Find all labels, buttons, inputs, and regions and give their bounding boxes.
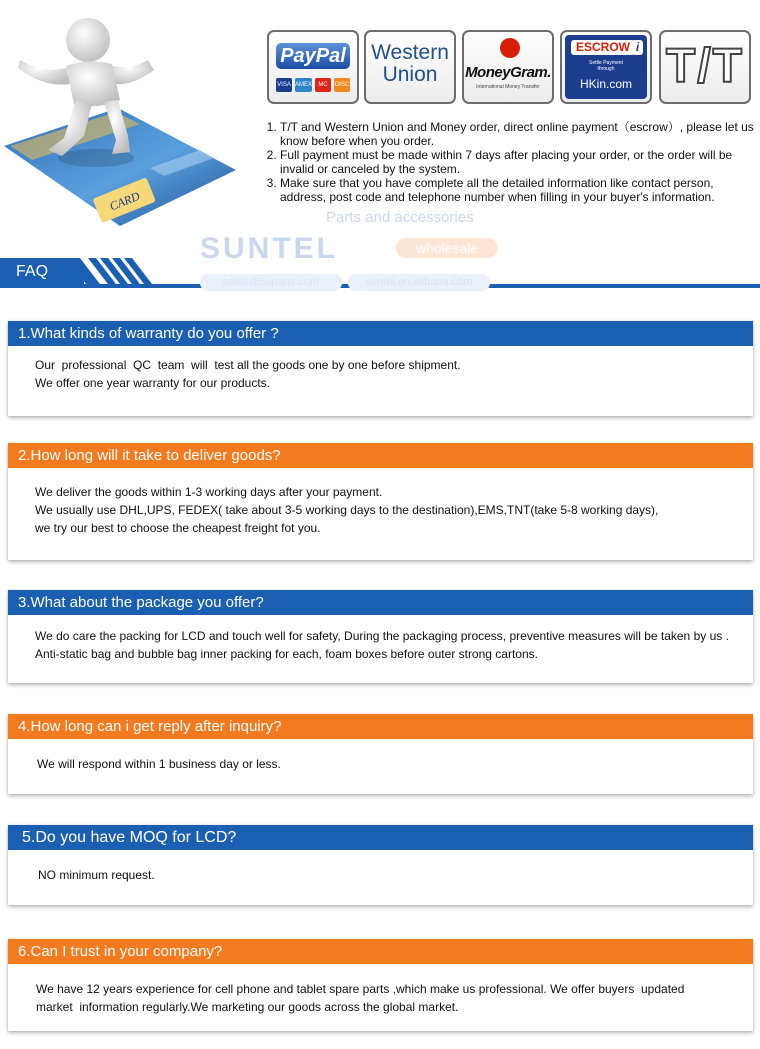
- watermark-contacts: sales@5sparts.com suntel.en.alibaba.com: [200, 274, 490, 291]
- faq-item: [8, 825, 753, 905]
- payment-term: 3. Make sure that you have complete all the detailed information like contact person, address, post code and telephone number when filling in your buyer's information.: [280, 176, 760, 204]
- watermark-brand: SUNTEL: [200, 232, 338, 265]
- faq-question: 2.How long will it take to deliver goods?: [8, 443, 753, 468]
- western-union-logo: Western Union: [364, 30, 456, 104]
- watermark-tagline: Parts and accessories: [326, 209, 474, 226]
- payment-banner: [0, 0, 760, 265]
- payment-term: 1. T/T and Western Union and Money order, direct online payment（escrow）, please let us know before when you order.: [280, 120, 760, 148]
- info-icon: i: [632, 40, 643, 55]
- payment-term: 2. Full payment must be made within 7 days after placing your order, or the order will be invalid or canceled by the system.: [280, 148, 760, 176]
- faq-question: 5.Do you have MOQ for LCD?: [8, 825, 753, 850]
- faq-title: FAQ: [0, 258, 84, 286]
- faq-question: 3.What about the package you offer?: [8, 590, 753, 615]
- faq-item: [8, 939, 753, 1031]
- faq-item: [8, 443, 753, 560]
- paypal-logo: PayPal VISA AMEX MC DISC: [267, 30, 359, 104]
- card-brands-icons: VISA AMEX MC DISC: [276, 78, 350, 92]
- moneygram-logo: MoneyGram. International Money Transfer: [462, 30, 554, 104]
- faq-answer: Our professional QC team will test all the goods one by one before shipment. We offer one year warranty for our products.: [35, 358, 461, 390]
- faq-answer: We have 12 years experience for cell phone and tablet spare parts ,which make us professional. We offer buyers updated market information regularly.We marketing our goods across the global market.: [36, 982, 685, 1014]
- moneygram-globe-icon: [500, 38, 520, 58]
- faq-answer: We will respond within 1 business day or less.: [37, 757, 281, 771]
- escrow-logo: ESCROW i Settle Payment through HKin.com: [560, 30, 652, 104]
- faq-answer: We deliver the goods within 1-3 working days after your payment. We usually use DHL,UPS, FEDEX( take about 3-5 working days to the destination),EMS,TNT(take 5-8 working days), we try our best to choose the cheapest freight fot you.: [35, 485, 659, 535]
- watermark-badge: wholesale: [396, 238, 498, 258]
- faq-question: 1.What kinds of warranty do you offer ?: [8, 321, 753, 346]
- payment-terms-list: [266, 120, 760, 204]
- card-label: CARD: [107, 188, 142, 214]
- faq-answer: NO minimum request.: [38, 868, 155, 882]
- faq-answer: We do care the packing for LCD and touch well for safety, During the packaging process, preventive measures will be taken by us . Anti-static bag and bubble bag inner packing for each, foam boxes before outer strong cartons.: [35, 629, 729, 661]
- faq-question: 4.How long can i get reply after inquiry?: [8, 714, 753, 739]
- person-on-card-illustration: [0, 0, 250, 245]
- faq-item: [8, 590, 753, 683]
- faq-item: [8, 714, 753, 794]
- faq-question: 6.Can I trust in your company?: [8, 939, 753, 964]
- stripes-decoration: [66, 258, 152, 286]
- tt-logo: T/T: [659, 30, 751, 104]
- faq-item: [8, 321, 753, 416]
